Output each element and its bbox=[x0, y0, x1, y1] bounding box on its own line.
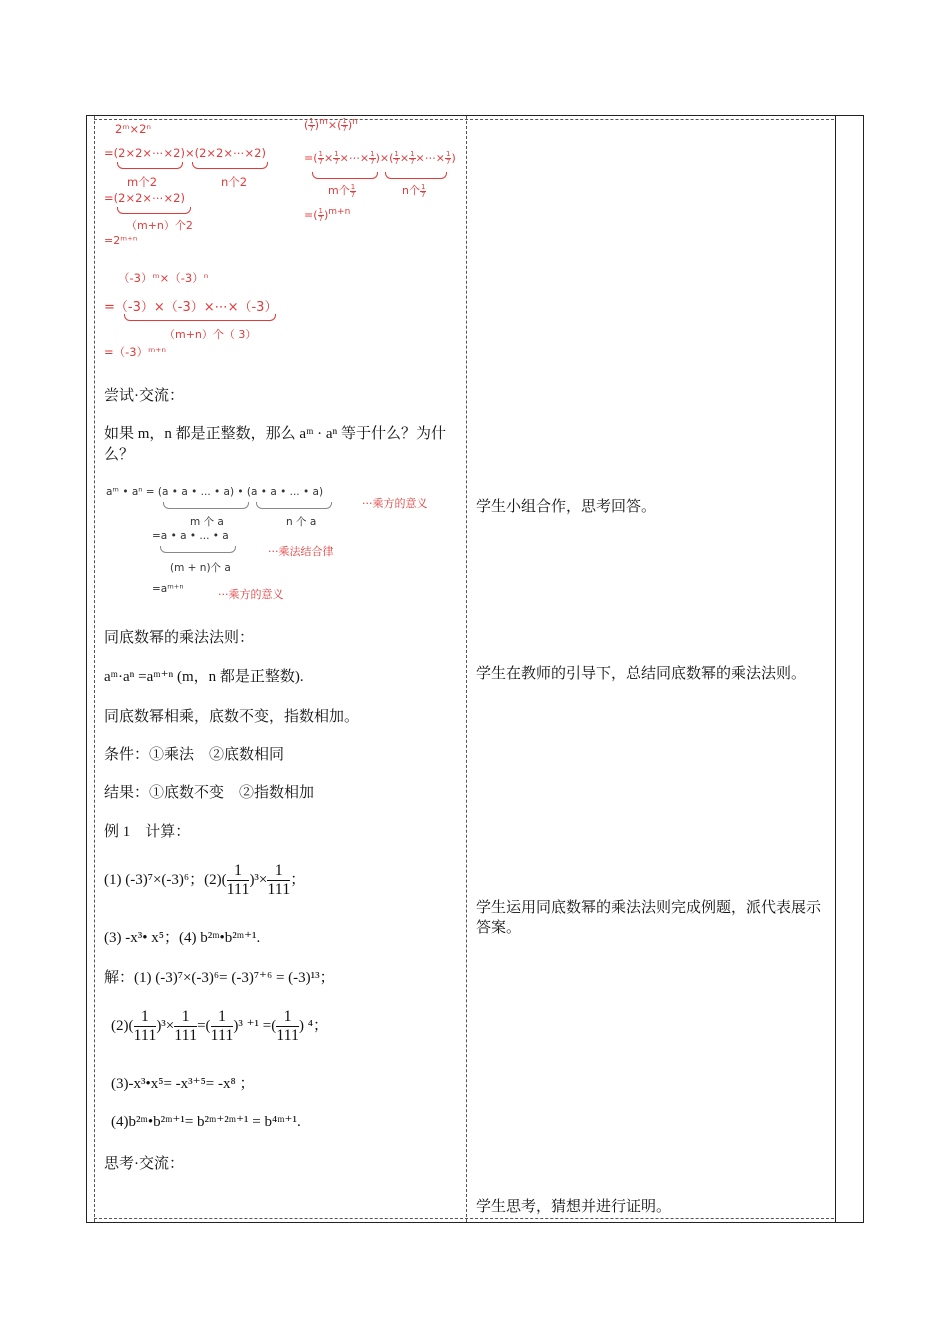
brace bbox=[256, 502, 332, 509]
solution-2: (2)( $\frac{1}{111}$ )³× $\frac{1}{111}$ =( $\frac{1}{111}$ )³ ⁺¹ =( $\frac{1}{111}$ ) ⁴； bbox=[111, 1008, 329, 1045]
red-block1-line5: （m+n）个2 bbox=[126, 219, 193, 232]
brace bbox=[124, 314, 276, 321]
example-line1: (1) (-3)⁷×(-3)⁶；(2)( $\frac{1}{111}$ )³× $\frac{1}{111}$ ； bbox=[104, 862, 306, 899]
brace bbox=[192, 162, 268, 169]
row-divider-top bbox=[94, 119, 834, 120]
red-block2-line2: =（-3）×（-3）×⋯×（-3） bbox=[104, 300, 278, 315]
derivation-line4: (m + n)个 a bbox=[170, 562, 231, 574]
column-divider-middle bbox=[466, 116, 467, 1222]
red-block2-line4: =（-3）ᵐ⁺ⁿ bbox=[104, 345, 166, 359]
brace bbox=[312, 172, 378, 179]
brace bbox=[163, 502, 249, 509]
rule-condition: 条件：①乘法 ②底数相同 bbox=[104, 747, 285, 763]
column-divider-left bbox=[94, 116, 95, 1222]
student-activity-2: 学生在教师的引导下，总结同底数幂的乘法法则。 bbox=[476, 666, 807, 682]
red-block3-count-n: n个 $\frac{1}{7}$ bbox=[402, 182, 426, 199]
derivation-label-n: n 个 a bbox=[286, 516, 317, 528]
try-title: 尝试·交流： bbox=[104, 388, 184, 404]
red-block3-line2: =( $\frac{1}{7}$ × $\frac{1}{7}$ ×⋯× $\frac{1}{7}$ )×( $\frac{1}{7}$ × $\frac{1}{7}$ ×⋯× $\frac{1}{7}$ ) bbox=[304, 150, 456, 166]
rule-words: 同底数幂相乘，底数不变，指数相加。 bbox=[104, 709, 360, 725]
derivation-note2: ···乘法结合律 bbox=[268, 545, 334, 558]
red-block2-line1: （-3）ᵐ×（-3）ⁿ bbox=[118, 271, 209, 285]
red-block1-line4: =(2×2×⋯×2) bbox=[104, 191, 185, 205]
example-line2: (3) -x³• x⁵；(4) b²ᵐ•b²ᵐ⁺¹. bbox=[104, 930, 261, 946]
red-block3-line4: =( $\frac{1}{7}$ )$^{m+n}$ bbox=[304, 206, 351, 223]
example-title: 例 1 计算： bbox=[104, 824, 191, 840]
brace bbox=[160, 546, 236, 553]
row-divider-bottom bbox=[94, 1218, 834, 1219]
brace bbox=[385, 172, 447, 179]
solution-4: (4)b²ᵐ•b²ᵐ⁺¹= b²ᵐ⁺²ᵐ⁺¹ = b⁴ᵐ⁺¹. bbox=[111, 1114, 301, 1130]
derivation-line3: =a • a • ... • a bbox=[152, 530, 229, 542]
derivation-line1: aᵐ • aⁿ = (a • a • ... • a) • (a • a • ... • a) bbox=[106, 486, 324, 498]
solution-3: (3)-x³•x⁵= -x³⁺⁵= -x⁸ ； bbox=[111, 1076, 255, 1092]
rule-result: 结果：①底数不变 ②指数相加 bbox=[104, 785, 315, 801]
think-title: 思考·交流： bbox=[104, 1156, 184, 1172]
rule-title: 同底数幂的乘法法则： bbox=[104, 630, 255, 646]
red-block3-count-m: m个 $\frac{1}{7}$ bbox=[328, 182, 356, 199]
question: 如果 m，n 都是正整数，那么 aᵐ · aⁿ 等于什么？为什么？ bbox=[104, 426, 447, 463]
red-block1-line2: =(2×2×⋯×2)×(2×2×⋯×2) bbox=[104, 146, 266, 160]
red-block1-line1: 2ᵐ×2ⁿ bbox=[115, 122, 152, 136]
rule-formula: aᵐ·aⁿ =aᵐ⁺ⁿ (m，n 都是正整数). bbox=[104, 669, 304, 685]
red-block1-line6: =2ᵐ⁺ⁿ bbox=[104, 234, 138, 247]
student-activity-3: 学生运用同底数幂的乘法法则完成例题，派代表展示答案。 bbox=[476, 900, 822, 936]
red-block1-label-n: n个2 bbox=[221, 175, 248, 189]
derivation-label-m: m 个 a bbox=[190, 516, 224, 528]
red-block2-line3: （m+n）个（ 3） bbox=[164, 328, 257, 341]
column-divider-right bbox=[835, 116, 836, 1222]
brace bbox=[117, 207, 191, 214]
derivation-note1: ···乘方的意义 bbox=[362, 497, 428, 510]
solution-1: 解：(1) (-3)⁷×(-3)⁶= (-3)⁷⁺⁶ = (-3)¹³； bbox=[104, 970, 335, 986]
brace bbox=[117, 162, 183, 169]
derivation-line5: =aᵐ⁺ⁿ bbox=[152, 583, 184, 595]
derivation-note3: ···乘方的意义 bbox=[218, 588, 284, 601]
red-block3-line1: ( $\frac{1}{7}$ )$^m$×( $\frac{1}{7}$ )$^n$ bbox=[304, 116, 358, 133]
red-block1-label-m: m个2 bbox=[127, 175, 158, 189]
student-activity-1: 学生小组合作，思考回答。 bbox=[476, 499, 657, 515]
student-activity-4: 学生思考，猜想并进行证明。 bbox=[476, 1199, 672, 1215]
